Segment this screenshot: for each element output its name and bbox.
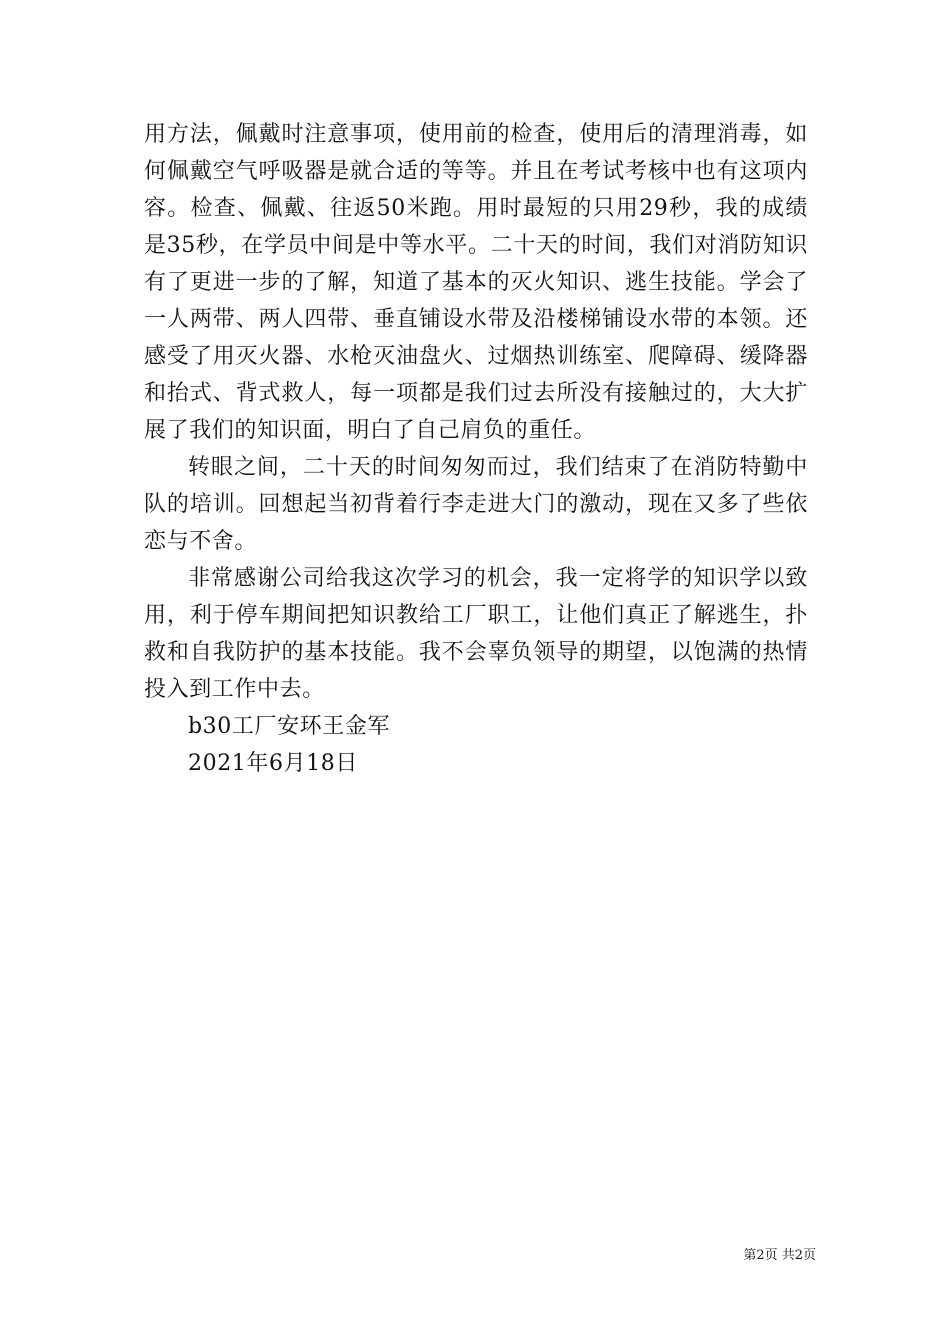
paragraph-training-end: 转眼之间，二十天的时间匆匆而过，我们结束了在消防特勤中队的培训。回想起当初背着行李走进大门的激动，现在又多了些依恋与不舍。 (144, 455, 808, 554)
paragraph-thanks: 非常感谢公司给我这次学习的机会，我一定将学的知识学以致用，利于停车期间把知识教给工厂职工，让他们真正了解逃生，扑救和自我防护的基本技能。我不会辜负领导的期望，以饱满的热情投入到工作中去。 (144, 566, 808, 702)
page-footer: 第2页 共2页 (743, 1248, 816, 1263)
signature-line: b30工厂安环王金军 (188, 714, 391, 739)
paragraph-continued: 用方法，佩戴时注意事项，使用前的检查，使用后的清理消毒，如何佩戴空气呼吸器是就合适的等等。并且在考试考核中也有这项内容。检查、佩戴、往返50米跑。用时最短的只用29秒，我的成绩是35秒，在学员中间是中等水平。二十天的时间，我们对消防知识有了更进一步的了解，知道了基本的灭火知识、逃生技能。学会了一人两带、两人四带、垂直铺设水带及沿楼梯铺设水带的本领。还感受了用灭火器、水枪灭油盘火、过烟热训练室、爬障碍、缓降器和抬式、背式救人，每一项都是我们过去所没有接触过的，大大扩展了我们的知识面，明白了自己肩负的重任。 (144, 122, 808, 443)
document-body (144, 116, 808, 782)
date-line: 2021年6月18日 (188, 751, 358, 776)
